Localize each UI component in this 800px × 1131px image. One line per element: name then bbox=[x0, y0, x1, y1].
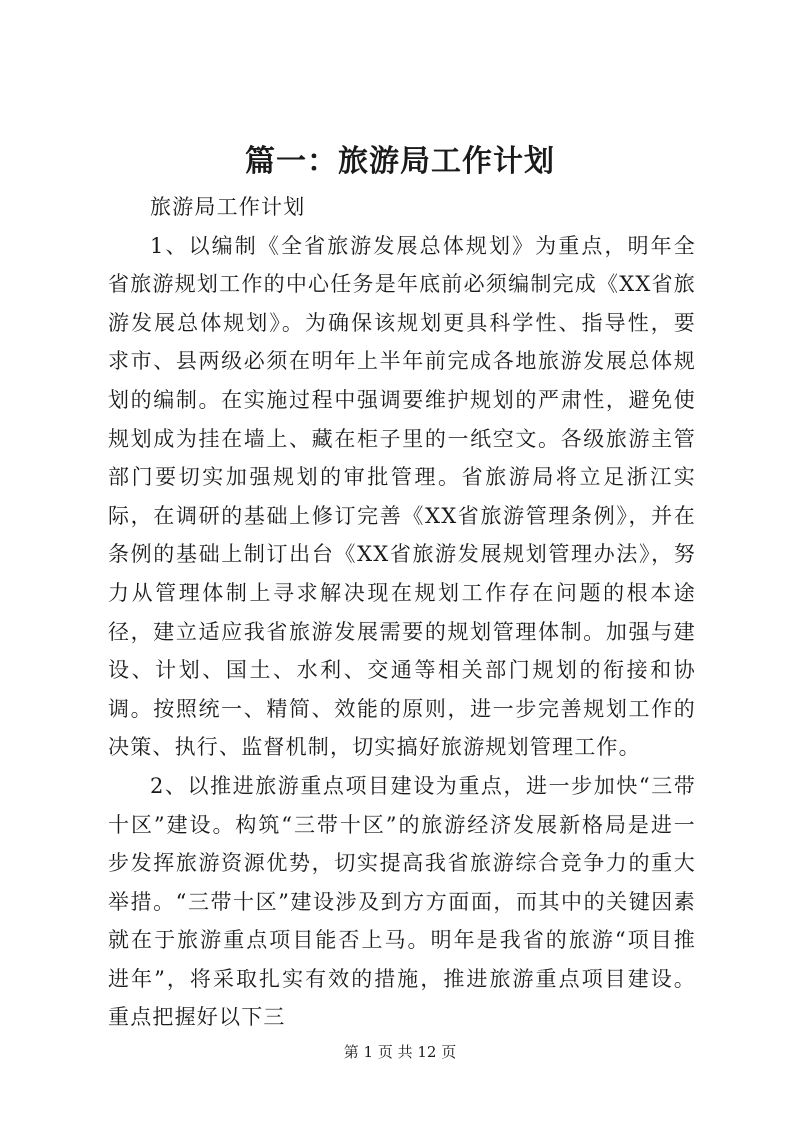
paragraph-1: 1、以编制《全省旅游发展总体规划》为重点，明年全省旅游规划工作的中心任务是年底前必须编制完成《XX省旅游发展总体规划》。为确保该规划更具科学性、指导性，要求市、县两级必须在明年上半年前完成各地旅游发展总体规划的编制。在实施过程中强调要维护规划的严肃性，避免使规划成为挂在墙上、藏在柜子里的一纸空文。各级旅游主管部门要切实加强规划的审批管理。省旅游局将立足浙江实际，在调研的基础上修订完善《XX省旅游管理条例》，并在条例的基础上制订出台《XX省旅游发展规划管理办法》，努力从管理体制上寻求解决现在规划工作存在问题的根本途径，建立适应我省旅游发展需要的规划管理体制。加强与建设、计划、国土、水利、交通等相关部门规划的衔接和协调。按照统一、精简、效能的原则，进一步完善规划工作的决策、执行、监督机制，切实搞好旅游规划管理工作。 bbox=[108, 233, 696, 760]
paragraph-2: 2、以推进旅游重点项目建设为重点，进一步加快“三带十区”建设。构筑“三带十区”的旅游经济发展新格局是进一步发挥旅游资源优势，切实提高我省旅游综合竞争力的重大举措。“三带十区”建设涉及到方方面面，而其中的关键因素就在于旅游重点项目能否上马。明年是我省的旅游“项目推进年”，将采取扎实有效的措施，推进旅游重点项目建设。重点把握好以下三 bbox=[108, 773, 696, 1030]
page-footer: 第 1 页 共 12 页 bbox=[343, 1043, 457, 1061]
document-title: 篇一：旅游局工作计划 bbox=[245, 144, 555, 179]
document-body bbox=[108, 188, 696, 1037]
document-subtitle: 旅游局工作计划 bbox=[150, 195, 306, 219]
